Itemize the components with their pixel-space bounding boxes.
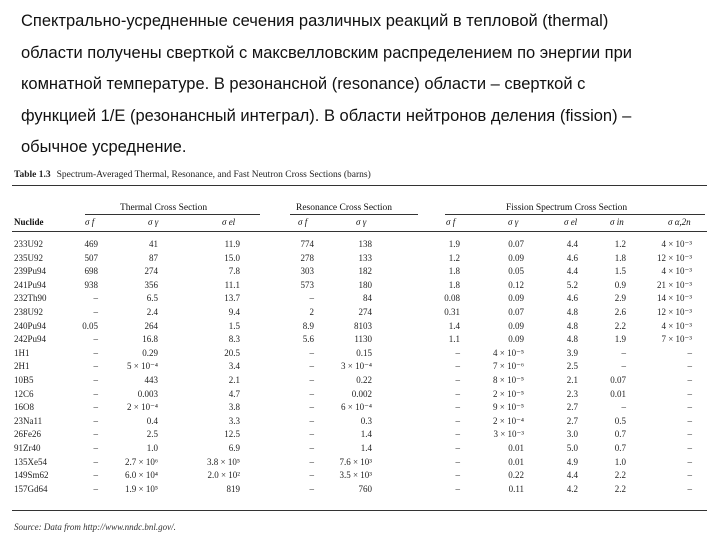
value-cell: 2	[309, 307, 314, 317]
value-cell: –	[309, 361, 314, 372]
nuclide-cell: 241Pu94	[14, 279, 47, 290]
value-cell: 4 × 10⁻⁵	[493, 347, 524, 358]
group-rule-fission	[445, 214, 705, 215]
value-cell: –	[93, 361, 98, 372]
value-cell: –	[455, 361, 460, 372]
value-cell: –	[455, 375, 460, 385]
nuclide-cell: 91Zr40	[14, 443, 41, 453]
value-cell: 3.8	[228, 402, 240, 413]
table-source: Source: Data from http://www.nndc.bnl.gov/.	[14, 522, 176, 532]
value-cell: –	[93, 293, 98, 304]
value-cell: 774	[300, 239, 314, 249]
nuclide-cell: 26Fe26	[14, 429, 41, 440]
value-cell: 1.5	[228, 320, 240, 331]
value-cell: 14 × 10⁻³	[656, 293, 692, 304]
value-cell: 698	[84, 266, 98, 277]
value-cell: 507	[84, 252, 98, 263]
value-cell: 0.09	[508, 334, 524, 345]
value-cell: –	[687, 415, 692, 426]
value-cell: 0.5	[614, 415, 626, 426]
value-cell: 443	[144, 375, 158, 385]
nuclide-cell: 239Pu94	[14, 266, 47, 277]
value-cell: 7.6 × 10³	[339, 456, 372, 467]
value-cell: 5.6	[302, 334, 314, 345]
value-cell: 4.8	[566, 334, 578, 345]
value-cell: 4.4	[566, 239, 578, 249]
intro-line: обычное усреднение.	[21, 138, 187, 157]
value-cell: 2.0 × 10²	[207, 470, 240, 481]
nuclide-cell: 10B5	[14, 375, 34, 385]
column-header-sigma: σ f	[85, 217, 95, 227]
value-cell: 2.2	[614, 320, 626, 331]
value-cell: 2 × 10⁻⁴	[127, 402, 158, 413]
value-cell: 2.7	[566, 415, 578, 426]
value-cell: –	[687, 443, 692, 453]
value-cell: 2.2	[614, 470, 626, 481]
value-cell: 4.9	[566, 456, 578, 467]
value-cell: 1.4	[448, 320, 460, 331]
value-cell: 2.1	[566, 375, 578, 385]
value-cell: –	[309, 470, 314, 481]
value-cell: 819	[226, 483, 240, 494]
value-cell: 938	[84, 279, 98, 290]
value-cell: 1.0	[614, 456, 626, 467]
value-cell: 0.05	[82, 320, 98, 331]
value-cell: 2 × 10⁻⁵	[493, 388, 524, 399]
nuclide-cell: 1H1	[14, 347, 30, 358]
value-cell: 4.6	[566, 293, 578, 304]
value-cell: –	[93, 429, 98, 440]
intro-line: комнатной температуре. В резонансной (resonance) области – сверткой с	[21, 75, 586, 94]
value-cell: –	[455, 456, 460, 467]
value-cell: –	[309, 388, 314, 399]
value-cell: 760	[358, 483, 372, 494]
nuclide-cell: 240Pu94	[14, 320, 47, 331]
value-cell: 8103	[354, 320, 372, 331]
column-header-sigma: σ el	[564, 217, 578, 227]
table-label: Table 1.3	[14, 170, 51, 180]
value-cell: –	[455, 402, 460, 413]
value-cell: 9 × 10⁻⁵	[493, 402, 524, 413]
value-cell: 303	[300, 266, 314, 277]
value-cell: 133	[358, 252, 372, 263]
value-cell: 3 × 10⁻⁴	[341, 361, 372, 372]
value-cell: –	[93, 415, 98, 426]
value-cell: –	[93, 443, 98, 453]
value-cell: –	[455, 388, 460, 399]
value-cell: –	[687, 347, 692, 358]
value-cell: 274	[144, 266, 158, 277]
value-cell: 1.2	[614, 239, 626, 249]
value-cell: 0.05	[508, 266, 524, 277]
intro-line: Спектрально-усредненные сечения различных реакций в тепловой (thermal)	[21, 12, 609, 30]
value-cell: 0.22	[356, 375, 372, 385]
value-cell: 5 × 10⁻⁴	[127, 361, 158, 372]
value-cell: –	[93, 307, 98, 317]
value-cell: 2.7	[566, 402, 578, 413]
value-cell: 0.31	[444, 307, 460, 317]
table-caption	[14, 170, 371, 180]
header-bottom-rule	[12, 231, 707, 232]
value-cell: 4.4	[566, 470, 578, 481]
value-cell: 0.07	[508, 307, 524, 317]
value-cell: 20.5	[224, 347, 240, 358]
value-cell: 1.1	[448, 334, 460, 345]
value-cell: –	[309, 375, 314, 385]
value-cell: 3.3	[228, 415, 240, 426]
value-cell: –	[309, 402, 314, 413]
value-cell: 2.5	[146, 429, 158, 440]
value-cell: 2.5	[566, 361, 578, 372]
value-cell: 3.4	[228, 361, 240, 372]
value-cell: 180	[358, 279, 372, 290]
value-cell: 0.11	[508, 483, 524, 494]
value-cell: 182	[358, 266, 372, 277]
value-cell: –	[687, 375, 692, 385]
value-cell: –	[455, 415, 460, 426]
value-cell: 2.4	[146, 307, 158, 317]
value-cell: –	[309, 415, 314, 426]
value-cell: 84	[363, 293, 372, 304]
value-cell: 1.9	[614, 334, 626, 345]
value-cell: –	[687, 483, 692, 494]
column-header-sigma: σ γ	[356, 217, 367, 227]
value-cell: 21 × 10⁻³	[656, 279, 692, 290]
value-cell: –	[455, 443, 460, 453]
value-cell: 0.7	[614, 429, 626, 440]
value-cell: 5.2	[566, 279, 578, 290]
value-cell: 1.0	[146, 443, 158, 453]
value-cell: –	[93, 402, 98, 413]
nuclide-cell: 23Na11	[14, 415, 43, 426]
intro-paragraph	[21, 6, 711, 164]
value-cell: –	[687, 361, 692, 372]
value-cell: –	[687, 429, 692, 440]
value-cell: 11.9	[224, 239, 240, 249]
value-cell: 0.15	[356, 347, 372, 358]
value-cell: 0.07	[508, 239, 524, 249]
value-cell: 0.09	[508, 252, 524, 263]
value-cell: –	[93, 388, 98, 399]
value-cell: 8.3	[228, 334, 240, 345]
value-cell: 4.8	[566, 320, 578, 331]
value-cell: –	[687, 470, 692, 481]
value-cell: 3.9	[566, 347, 578, 358]
nuclide-cell: 157Gd64	[14, 483, 48, 494]
column-header-sigma: σ el	[222, 217, 236, 227]
value-cell: 4.8	[566, 307, 578, 317]
value-cell: 4.4	[566, 266, 578, 277]
value-cell: 2.7 × 10⁶	[125, 456, 158, 467]
nuclide-cell: 16O8	[14, 402, 34, 413]
value-cell: 0.4	[146, 415, 158, 426]
value-cell: 16.8	[142, 334, 158, 345]
value-cell: –	[309, 443, 314, 453]
value-cell: 9.4	[228, 307, 240, 317]
table-bottom-rule	[12, 510, 707, 511]
value-cell: 138	[358, 239, 372, 249]
value-cell: 6.0 × 10⁴	[125, 470, 158, 481]
value-cell: 1.8	[448, 266, 460, 277]
value-cell: 4 × 10⁻³	[661, 320, 692, 331]
nuclide-cell: 149Sm62	[14, 470, 49, 481]
value-cell: –	[93, 470, 98, 481]
value-cell: 1.9	[448, 239, 460, 249]
table-title: Spectrum-Averaged Thermal, Resonance, and Fast Neutron Cross Sections (barns)	[56, 170, 371, 180]
value-cell: –	[687, 388, 692, 399]
value-cell: –	[93, 347, 98, 358]
value-cell: 0.7	[614, 443, 626, 453]
value-cell: –	[455, 470, 460, 481]
value-cell: 12.5	[224, 429, 240, 440]
value-cell: 12 × 10⁻³	[656, 252, 692, 263]
value-cell: –	[309, 429, 314, 440]
value-cell: 4.2	[566, 483, 578, 494]
value-cell: 7 × 10⁻⁶	[493, 361, 524, 372]
value-cell: 0.01	[610, 388, 626, 399]
value-cell: –	[93, 334, 98, 345]
value-cell: 573	[300, 279, 314, 290]
value-cell: 0.002	[351, 388, 372, 399]
value-cell: 2.3	[566, 388, 578, 399]
value-cell: 1.8	[614, 252, 626, 263]
value-cell: 1.4	[360, 429, 372, 440]
value-cell: 0.12	[508, 279, 524, 290]
value-cell: 1130	[354, 334, 372, 345]
nuclide-cell: 232Th90	[14, 293, 47, 304]
value-cell: 469	[84, 239, 98, 249]
value-cell: 1.5	[614, 266, 626, 277]
group-rule-resonance	[290, 214, 418, 215]
value-cell: 8.9	[302, 320, 314, 331]
group-header-resonance: Resonance Cross Section	[296, 203, 393, 213]
value-cell: –	[621, 402, 626, 413]
value-cell: –	[621, 361, 626, 372]
value-cell: –	[93, 483, 98, 494]
value-cell: 0.01	[508, 443, 524, 453]
value-cell: –	[455, 347, 460, 358]
value-cell: 6.9	[228, 443, 240, 453]
value-cell: –	[687, 456, 692, 467]
value-cell: 3.0	[566, 429, 578, 440]
value-cell: 278	[300, 252, 314, 263]
value-cell: 0.09	[508, 293, 524, 304]
value-cell: 2.1	[228, 375, 240, 385]
table-top-rule	[12, 185, 707, 186]
value-cell: 2.6	[614, 307, 626, 317]
value-cell: 3.8 × 10⁵	[207, 456, 240, 467]
column-header-sigma: σ in	[610, 217, 624, 227]
value-cell: 0.08	[444, 293, 460, 304]
value-cell: –	[309, 293, 314, 304]
value-cell: 11.1	[224, 279, 240, 290]
value-cell: 4 × 10⁻³	[661, 239, 692, 249]
value-cell: 2.9	[614, 293, 626, 304]
value-cell: 1.8	[448, 279, 460, 290]
value-cell: 1.4	[360, 443, 372, 453]
value-cell: 13.7	[224, 293, 240, 304]
value-cell: 8 × 10⁻⁵	[493, 375, 524, 385]
column-header-sigma: σ γ	[148, 217, 159, 227]
nuclide-cell: 238U92	[14, 307, 43, 317]
value-cell: –	[309, 347, 314, 358]
value-cell: –	[309, 483, 314, 494]
value-cell: 0.003	[137, 388, 158, 399]
group-rule-thermal	[85, 214, 260, 215]
value-cell: 3 × 10⁻³	[493, 429, 524, 440]
value-cell: –	[621, 347, 626, 358]
value-cell: 0.07	[610, 375, 626, 385]
value-cell: –	[687, 402, 692, 413]
intro-line: функцией 1/E (резонансный интеграл). В области нейтронов деления (fission) –	[21, 106, 632, 125]
column-header-sigma: σ f	[298, 217, 308, 227]
column-header-nuclide: Nuclide	[14, 217, 44, 227]
nuclide-cell: 2H1	[14, 361, 30, 372]
value-cell: 2.2	[614, 483, 626, 494]
value-cell: 0.09	[508, 320, 524, 331]
column-header-sigma: σ γ	[508, 217, 519, 227]
nuclide-cell: 242Pu94	[14, 334, 47, 345]
value-cell: 6 × 10⁻⁴	[341, 402, 372, 413]
value-cell: –	[93, 456, 98, 467]
column-header-sigma: σ α,2n	[668, 217, 691, 227]
value-cell: –	[455, 483, 460, 494]
value-cell: 12 × 10⁻³	[656, 307, 692, 317]
value-cell: 41	[149, 239, 158, 249]
value-cell: 4.7	[228, 388, 240, 399]
value-cell: 4.6	[566, 252, 578, 263]
value-cell: –	[93, 375, 98, 385]
value-cell: 274	[358, 307, 372, 317]
nuclide-cell: 235U92	[14, 252, 43, 263]
value-cell: 0.9	[614, 279, 626, 290]
value-cell: 0.22	[508, 470, 524, 481]
value-cell: 4 × 10⁻³	[661, 266, 692, 277]
value-cell: 15.0	[224, 252, 240, 263]
nuclide-cell: 233U92	[14, 239, 43, 249]
value-cell: –	[455, 429, 460, 440]
nuclide-cell: 135Xe54	[14, 456, 47, 467]
value-cell: 356	[144, 279, 158, 290]
value-cell: 3.5 × 10³	[339, 470, 372, 481]
value-cell: 87	[149, 252, 158, 263]
value-cell: 1.2	[448, 252, 460, 263]
value-cell: 6.5	[146, 293, 158, 304]
value-cell: 0.29	[142, 347, 158, 358]
value-cell: 7.8	[228, 266, 240, 277]
group-header-thermal: Thermal Cross Section	[120, 203, 208, 213]
value-cell: –	[309, 456, 314, 467]
group-header-fission: Fission Spectrum Cross Section	[506, 203, 628, 213]
value-cell: 2 × 10⁻⁴	[493, 415, 524, 426]
value-cell: 5.0	[566, 443, 578, 453]
value-cell: 0.01	[508, 456, 524, 467]
column-header-sigma: σ f	[446, 217, 456, 227]
value-cell: 264	[144, 320, 158, 331]
value-cell: 7 × 10⁻³	[661, 334, 692, 345]
nuclide-cell: 12C6	[14, 388, 34, 399]
value-cell: 1.9 × 10⁵	[125, 483, 158, 494]
value-cell: 0.3	[360, 415, 372, 426]
intro-line: области получены сверткой с максвелловским распределением по энергии при	[21, 43, 633, 62]
